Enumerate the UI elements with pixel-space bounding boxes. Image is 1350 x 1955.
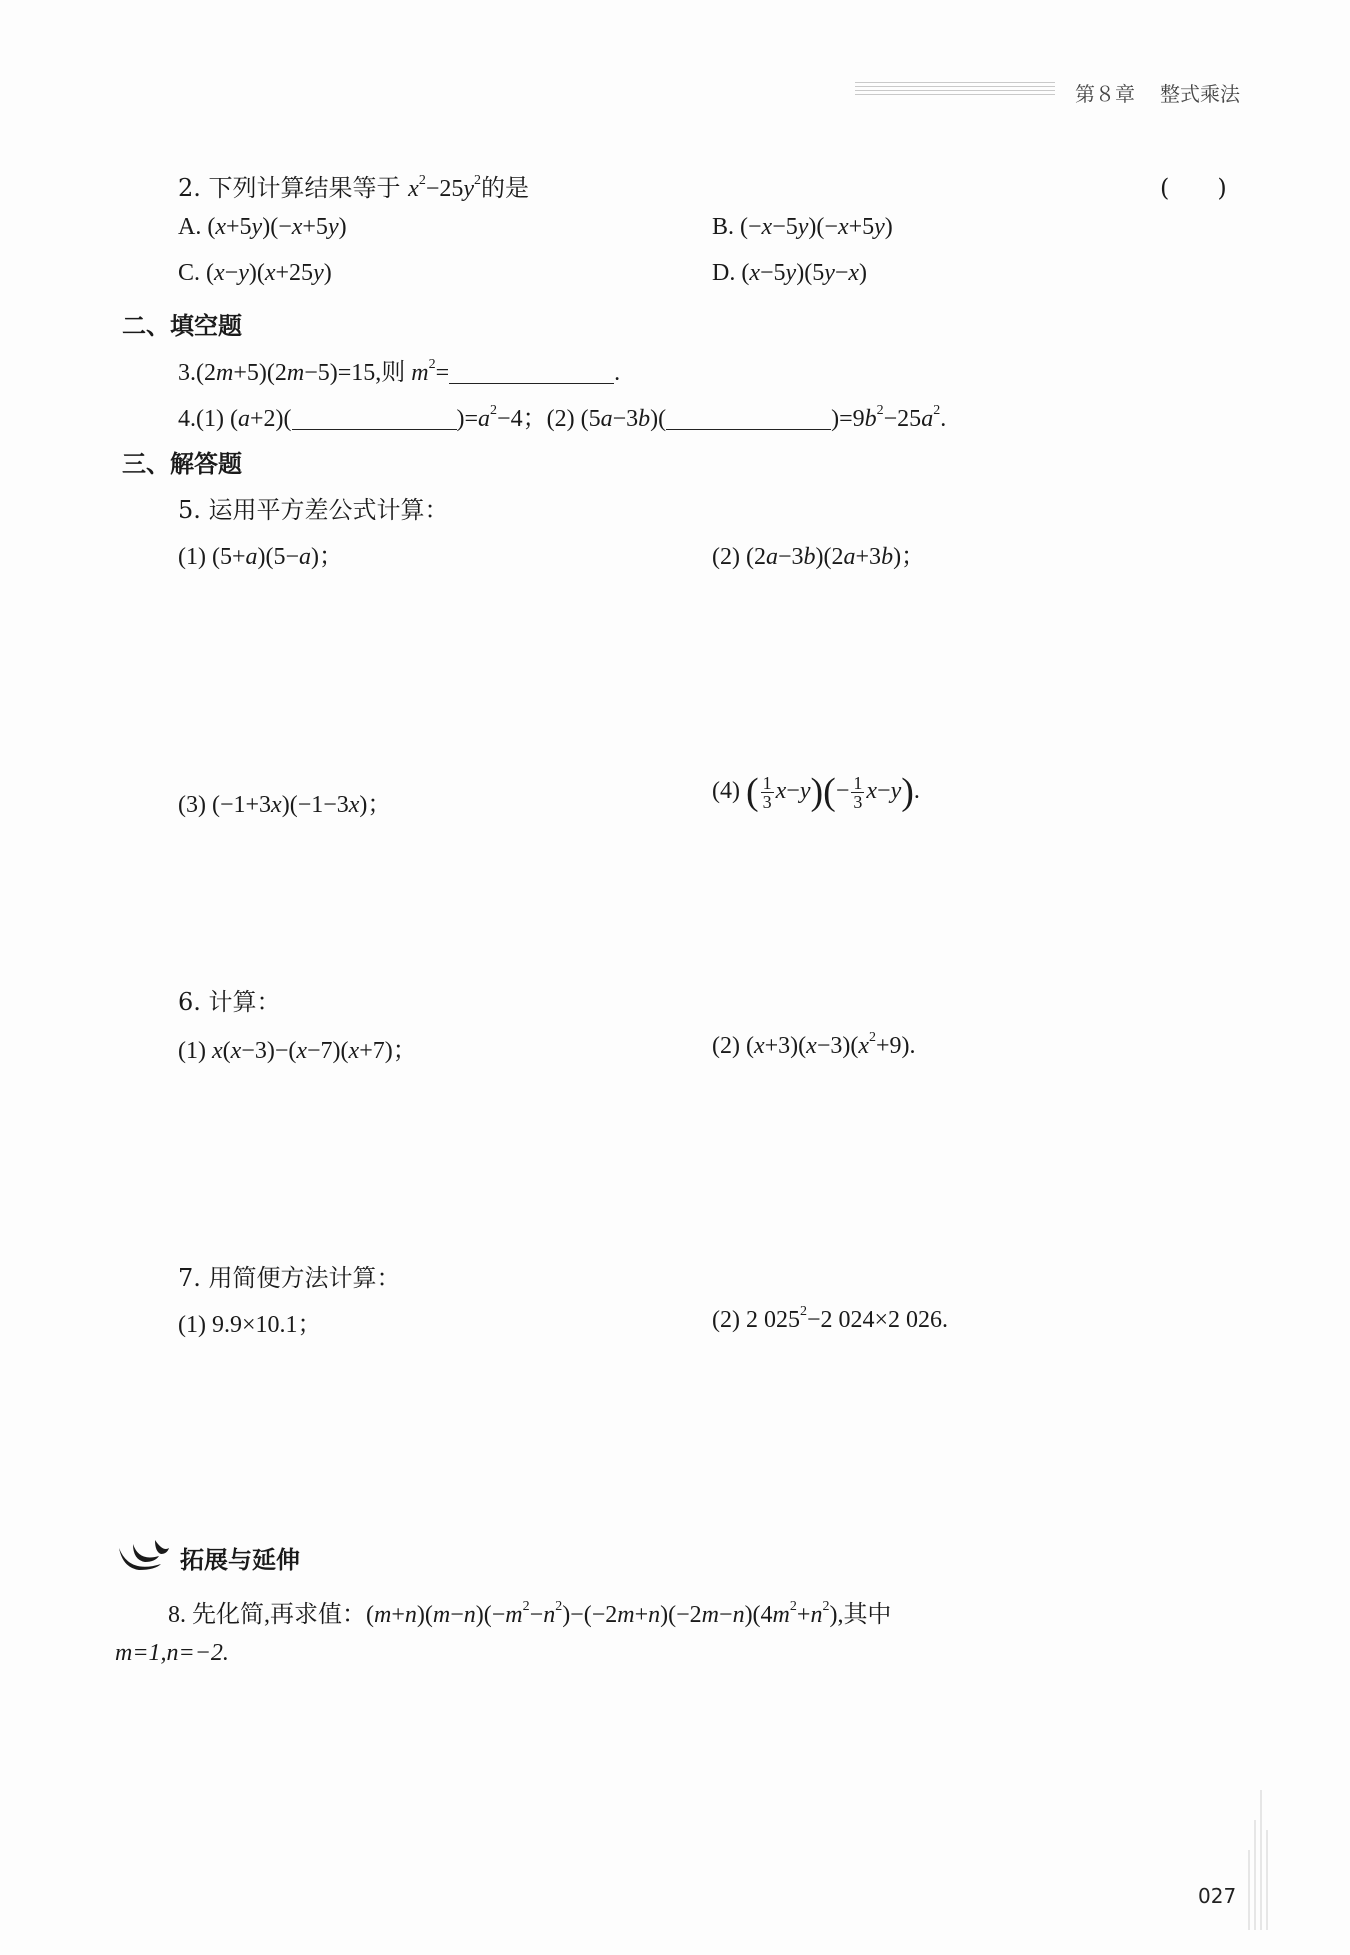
q2-option-b[interactable]: B. (−x−5y)(−x+5y): [712, 214, 893, 240]
q3: 3.(2m+5)(2m−5)=15,则 $m^2=$ .: [178, 357, 621, 386]
q7-part1: [178, 1304, 322, 1339]
q8-line2: m=1,n=−2.: [115, 1640, 229, 1666]
section-solve-heading: 三、解答题: [122, 450, 242, 478]
q2-option-c[interactable]: C. (x−y)(x+25y): [178, 260, 332, 286]
q2-answer-bracket[interactable]: ( ): [1160, 174, 1227, 202]
q7-part1-expression: 9.9×10.1；: [211, 1312, 322, 1338]
q5-part2: (2) (2a−3b)(2a+3b)；: [712, 544, 926, 570]
chapter-label: 第８章: [1075, 82, 1135, 106]
q5-part1: (1) (5+a)(5−a)；: [178, 544, 344, 570]
extension-banner-title: 拓展与延伸: [180, 1546, 300, 1574]
fraction-one-third: $\frac{1}{3}$: [762, 772, 772, 812]
q4: 4.(1) (a+2)( )$=a^2-4$；(2) (5a−3b)( )$=9b^2-25a^2$.: [178, 403, 947, 432]
q6-part1: (1) x(x−3)−(x−7)(x+7)；: [178, 1038, 417, 1064]
q5-part3: (3) (−1+3x)(−1−3x)；: [178, 792, 392, 818]
page-number: 027: [1198, 1884, 1237, 1908]
q8-line1: 8. 先化简,再求值：$(m+n)(m-n)(-m^2-n^2)-(-2m+n)(-2m-n)(4m^2+n^2)$,其中: [168, 1599, 892, 1628]
q2-option-d[interactable]: D. (x−5y)(5y−x): [712, 260, 868, 286]
q4-number: 4.: [178, 406, 196, 432]
q2-option-a[interactable]: A. (x+5y)(−x+5y): [178, 214, 347, 240]
q2-stem: [178, 168, 529, 203]
q2-expression: $x^2-25y^2$: [408, 173, 482, 202]
q4-part2-label: (2): [546, 406, 575, 432]
q7-part1-label: (1): [178, 1312, 206, 1338]
q6-part1-label: (1): [178, 1038, 206, 1064]
q3-number: 3.: [178, 360, 196, 386]
q6-part2: (2) $(x+3)(x-3)(x^2+9)$.: [712, 1030, 916, 1059]
header-rule-lines: [855, 82, 1055, 98]
q7-title: 7. 用简便方法计算：: [178, 1264, 401, 1292]
q2-text: 2. 下列计算结果等于: [178, 174, 401, 202]
q2-expr-tail: 的是: [481, 174, 530, 202]
fraction-one-third: $\frac{1}{3}$: [853, 772, 863, 812]
q8-prefix: 8. 先化简,再求值：: [168, 1602, 366, 1628]
q5-title: 5. 运用平方差公式计算：: [178, 496, 449, 524]
q5-part1-label: (1): [178, 544, 206, 570]
q3-answer-blank[interactable]: [449, 361, 614, 384]
q4-part2-blank[interactable]: [666, 407, 831, 430]
option-c-label: C.: [178, 260, 201, 286]
q6-part2-label: (2): [712, 1033, 740, 1059]
q7-part2: (2) 2 $025^2-2$ 024×2 026.: [712, 1304, 949, 1333]
q7-part2-label: (2): [712, 1307, 740, 1333]
option-d-label: D.: [712, 260, 736, 286]
extension-banner-icon: [115, 1534, 175, 1578]
decorative-vertical-lines: [1245, 1790, 1275, 1930]
q5-part2-label: (2): [712, 544, 740, 570]
option-a-label: A.: [178, 214, 202, 240]
chapter-title: 整式乘法: [1160, 82, 1240, 106]
q5-part4-label: (4): [712, 778, 740, 804]
q8-tail: ,其中: [837, 1602, 892, 1628]
q4-part1-blank[interactable]: [292, 407, 457, 430]
q6-title: 6. 计算：: [178, 988, 281, 1016]
option-b-label: B.: [712, 214, 735, 240]
q5-part4: (4) ( $\frac{1}{3}$ x−y)(− $\frac{1}{3}$ x−y).: [712, 771, 920, 813]
q5-part3-label: (3): [178, 792, 206, 818]
q4-part1-label: (1): [196, 406, 224, 432]
section-fill-blank-heading: 二、填空题: [122, 312, 242, 340]
q3-then: ,则: [375, 360, 406, 386]
